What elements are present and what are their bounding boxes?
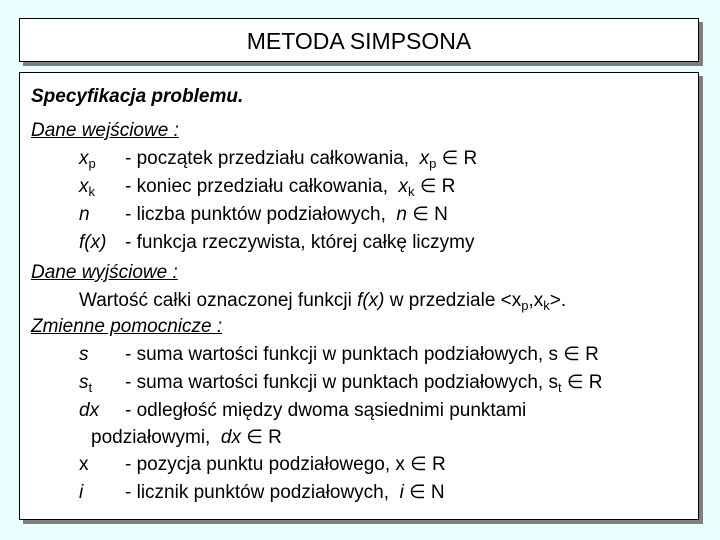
inputs-heading: Dane wejściowe : <box>31 120 179 141</box>
output-row: Wartość całki oznaczonej funkcji f(x) w przedziale $<x_p,x_k>$. <box>79 290 567 313</box>
input-row-xp: $x_p$ - początek przedziału całkowania, $x_p$ ∈ R <box>79 148 478 171</box>
content-panel <box>19 72 699 520</box>
spec-heading: Specyfikacja problemu. <box>31 86 244 107</box>
aux-row-st: $s_t$ - suma wartości funkcji w punktach podziałowych, $s_t$ ∈ R <box>79 372 603 395</box>
input-row-n: n - liczba punktów podziałowych, n ∈ N <box>79 204 448 225</box>
outputs-heading: Dane wyjściowe : <box>31 262 178 283</box>
aux-heading: Zmienne pomocnicze : <box>31 316 223 337</box>
aux-row-dx-continued: podziałowymi, dx ∈ R <box>91 427 282 448</box>
input-row-f: f(x) - funkcja rzeczywista, której całkę liczymy <box>79 232 475 253</box>
aux-row-i: i - licznik punktów podziałowych, i ∈ N <box>79 482 445 503</box>
aux-row-s: s - suma wartości funkcji w punktach podziałowych, s ∈ R <box>79 344 599 365</box>
slide-title: METODA SIMPSONA <box>19 18 699 62</box>
input-row-xk: $x_k$ - koniec przedziału całkowania, $x_k$ ∈ R <box>79 176 456 199</box>
aux-row-x: x - pozycja punktu podziałowego, x ∈ R <box>79 454 446 475</box>
aux-row-dx: dx - odległość między dwoma sąsiednimi punktami <box>79 400 527 421</box>
